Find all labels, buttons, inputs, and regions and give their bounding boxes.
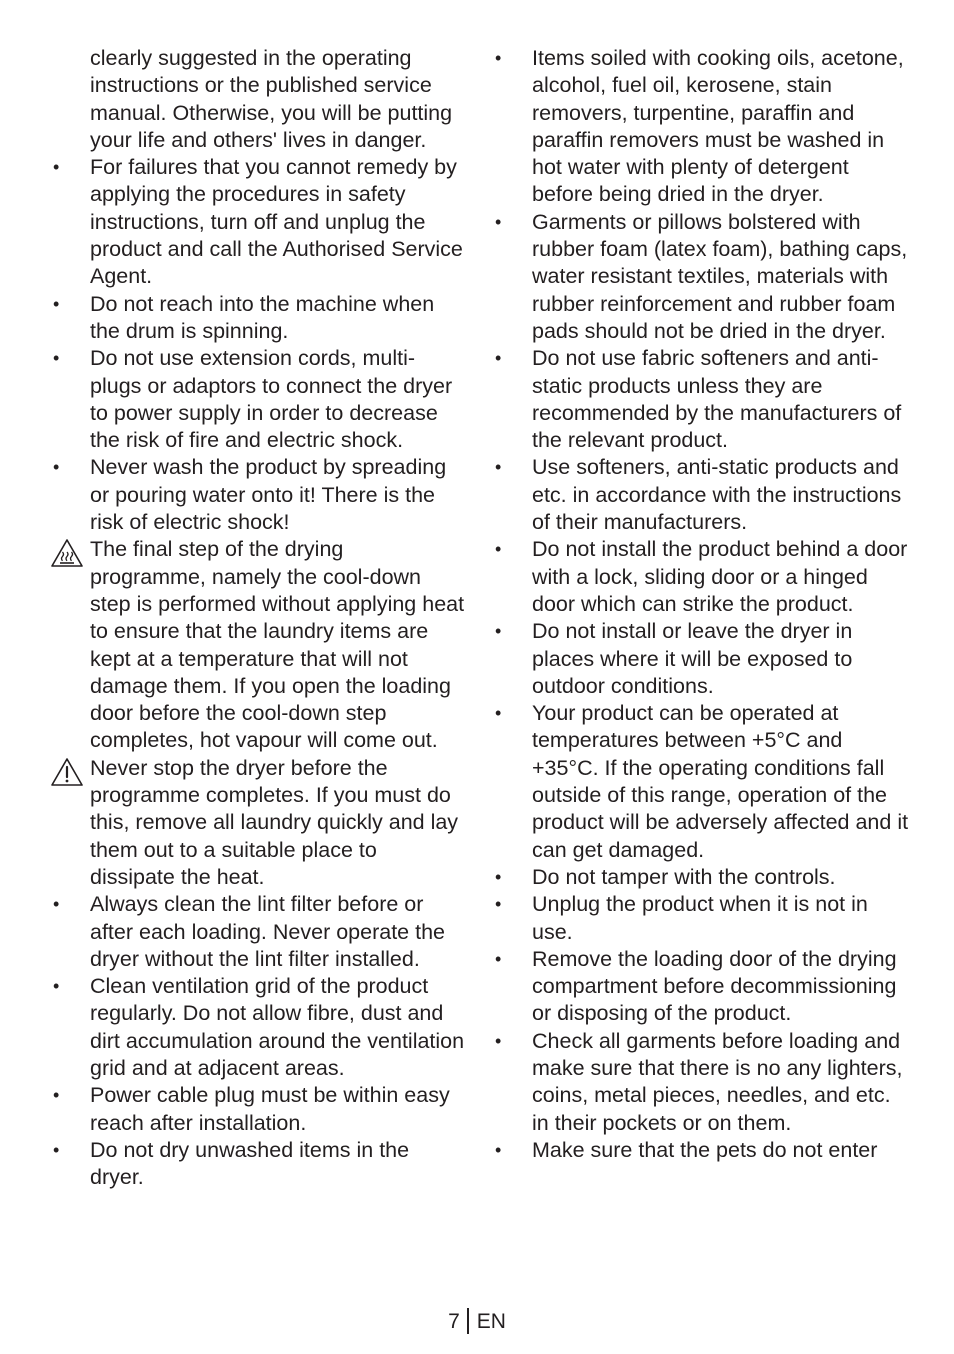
- list-item: [50, 891, 465, 973]
- bullet-icon: •: [495, 948, 502, 969]
- item-text: Do not tamper with the controls.: [532, 864, 836, 889]
- language-code: EN: [476, 1310, 506, 1333]
- item-text: clearly suggested in the operating instructions or the published service manual. Otherwise, you will be putting your life and others' lives in danger.: [90, 46, 453, 152]
- list-item: [492, 700, 912, 864]
- item-text: Items soiled with cooking oils, acetone, alcohol, fuel oil, kerosene, stain removers, turpentine, paraffin and paraffin removers must be washed in hot water with plenty of detergent before being dried in the dryer.: [532, 46, 904, 207]
- item-text: Do not use extension cords, multi-plugs or adaptors to connect the dryer to power supply in order to decrease the risk of fire and electric shock.: [90, 346, 453, 453]
- bullet-icon: •: [53, 976, 60, 997]
- list-item: [492, 891, 912, 946]
- bullet-icon: •: [495, 457, 502, 478]
- list-item: [50, 291, 465, 346]
- item-text: Never stop the dryer before the programme completes. If you must do this, remove all laundry quickly and lay them out to a suitable place to dissipate the heat.: [90, 755, 459, 889]
- list-item: [492, 946, 912, 1028]
- list-item: [492, 454, 912, 536]
- right-column: [492, 45, 912, 1164]
- list-item: [492, 209, 912, 345]
- bullet-icon: •: [495, 48, 502, 68]
- list-item: [492, 1028, 912, 1137]
- item-text: Never wash the product by spreading or pouring water onto it! There is the risk of electric shock!: [90, 455, 447, 535]
- item-text: Remove the loading door of the drying compartment before decommissioning or disposing of the product.: [532, 946, 897, 1026]
- list-item: [50, 1082, 465, 1137]
- list-item: [50, 154, 465, 290]
- list-item: [50, 345, 465, 454]
- bullet-icon: •: [495, 211, 502, 232]
- item-text: Your product can be operated at temperatures between +5°C and +35°C. If the operating conditions fall outside of this range, operation of the product will be adversely affected and it can get damaged.: [532, 701, 909, 862]
- item-text: Check all garments before loading and make sure that there is no any lighters, coins, metal pieces, needles, and etc. in their pockets or on them.: [532, 1028, 903, 1135]
- bullet-icon: •: [495, 621, 502, 642]
- bullet-icon: •: [495, 866, 502, 887]
- bullet-icon: •: [495, 1030, 502, 1051]
- list-item: [492, 345, 912, 454]
- item-text: Do not install or leave the dryer in places where it will be exposed to outdoor conditions.: [532, 619, 853, 698]
- list-item-continuation: [50, 45, 465, 154]
- bullet-icon: •: [495, 348, 502, 369]
- item-text: Always clean the lint filter before or after each loading. Never operate the dryer without the lint filter installed.: [90, 892, 445, 971]
- bullet-icon: •: [53, 457, 60, 478]
- bullet-icon: •: [53, 1085, 60, 1106]
- bullet-icon: •: [495, 703, 502, 724]
- item-text: Garments or pillows bolstered with rubber foam (latex foam), bathing caps, water resistant textiles, materials with rubber reinforcement and rubber foam pads should not be dried in the dryer.: [532, 209, 908, 343]
- list-item: [492, 864, 912, 891]
- warning-icon: [50, 757, 84, 787]
- bullet-icon: •: [53, 894, 60, 915]
- item-text: Unplug the product when it is not in use.: [532, 892, 868, 944]
- list-item: [492, 1137, 912, 1164]
- item-text: Do not install the product behind a door with a lock, sliding door or a hinged door which can strike the product.: [532, 537, 908, 616]
- item-text: Make sure that the pets do not enter: [532, 1137, 878, 1162]
- bullet-icon: •: [495, 1139, 502, 1160]
- list-item: [492, 45, 912, 209]
- item-text: Clean ventilation grid of the product regularly. Do not allow fibre, dust and dirt accumulation around the ventilation grid and at adjacent areas.: [90, 974, 465, 1080]
- bullet-icon: •: [53, 1139, 60, 1160]
- item-text: Do not use fabric softeners and anti-static products unless they are recommended by the manufacturers of the relevant product.: [532, 346, 902, 453]
- item-text: Do not dry unwashed items in the dryer.: [90, 1137, 410, 1190]
- list-item: [50, 454, 465, 536]
- item-text: Use softeners, anti-static products and etc. in accordance with the instructions of their manufacturers.: [532, 455, 902, 535]
- list-item: [492, 618, 912, 700]
- list-item: [50, 1137, 465, 1192]
- bullet-icon: •: [53, 157, 60, 178]
- page-footer: [0, 1308, 954, 1336]
- hot-surface-warning-icon: [50, 538, 84, 568]
- list-item-hot-surface-warning: [50, 536, 465, 754]
- left-column: [50, 45, 465, 1191]
- bullet-icon: •: [53, 293, 60, 314]
- list-item: [492, 536, 912, 618]
- item-text: Power cable plug must be within easy reach after installation.: [90, 1083, 450, 1135]
- item-text: Do not reach into the machine when the drum is spinning.: [90, 291, 435, 343]
- bullet-icon: •: [53, 348, 60, 369]
- item-text: The final step of the drying programme, namely the cool-down step is performed without applying heat to ensure that the laundry items are kept at a temperature that will not damage them. If you open the loading door before the cool-down step completes, hot vapour will come out.: [90, 537, 465, 753]
- list-item: [50, 973, 465, 1082]
- bullet-icon: •: [495, 894, 502, 915]
- bullet-icon: •: [495, 539, 502, 560]
- list-item-warning: [50, 755, 465, 891]
- item-text: For failures that you cannot remedy by applying the procedures in safety instructions, turn off and unplug the product and call the Authorised Service Agent.: [90, 155, 463, 289]
- page-number: 7: [448, 1310, 460, 1333]
